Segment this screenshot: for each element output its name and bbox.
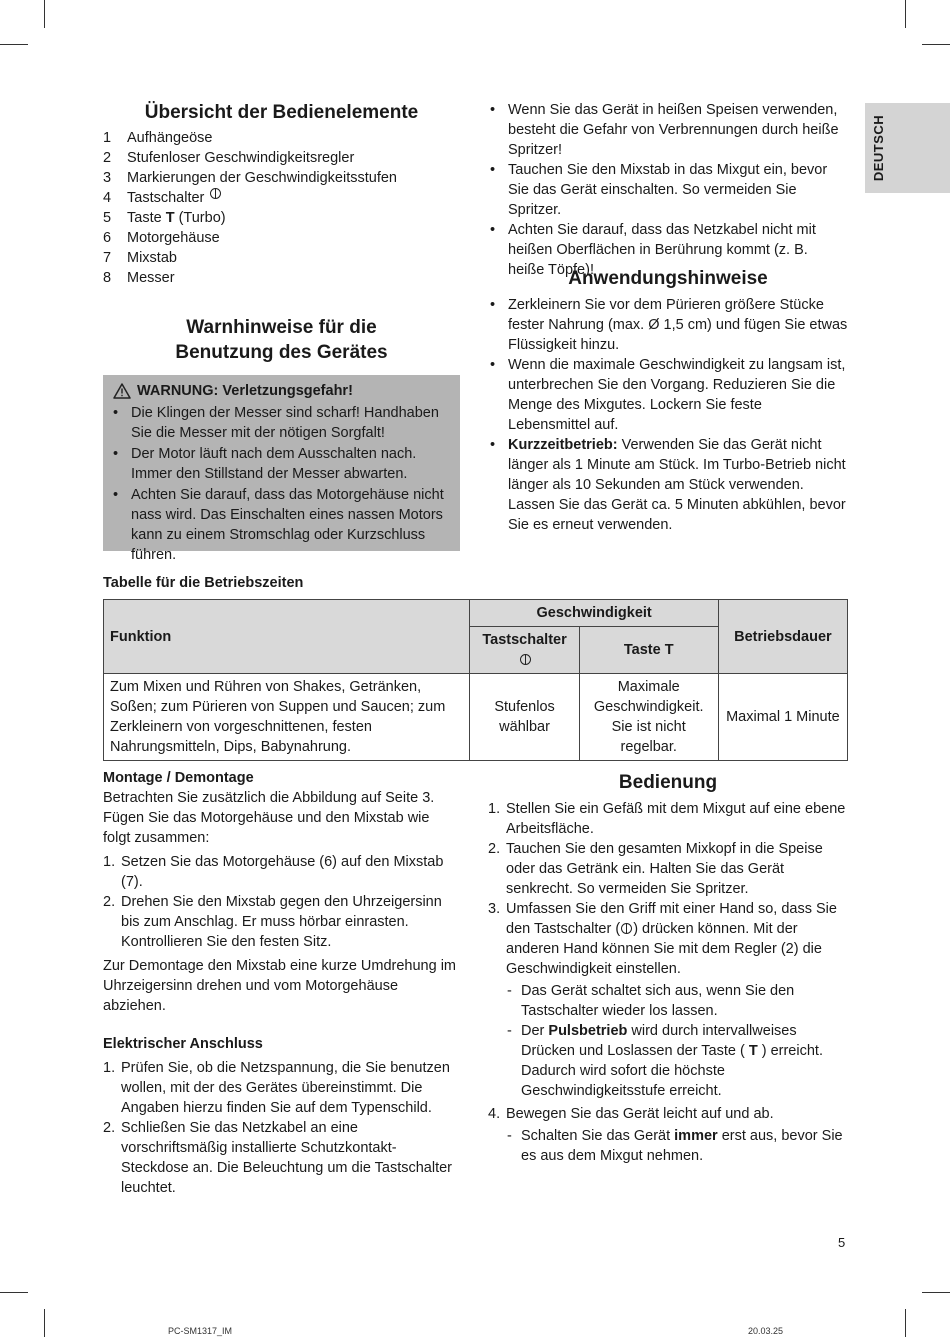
list-item: 5 Taste T (Turbo) <box>103 210 226 226</box>
footer-date: 20.03.25 <box>748 1326 784 1336</box>
power-icon <box>621 923 632 934</box>
table-header: Funktion <box>104 600 470 674</box>
list-item: - Der Pulsbetrieb wird durch intervallweises Drücken und Loslassen der Taste ( T ) erreicht. Dadurch wird sofort die höchste Geschwindigkeitsstufe erreicht. <box>506 1021 848 1101</box>
warning-list <box>111 403 452 565</box>
overview-title: Übersicht der Bedienelemente <box>144 102 419 123</box>
list-item: - Schalten Sie das Gerät immer erst aus, bevor Sie es aus dem Mixgut nehmen. <box>506 1126 848 1166</box>
crop-mark <box>0 1292 28 1293</box>
list-item: 2 Stufenloser Geschwindigkeitsregler <box>103 150 355 166</box>
table-header: Tastschalter <box>470 627 579 674</box>
list-item: • Wenn die maximale Geschwindigkeit zu langsam ist, unterbrechen Sie den Vorgang. Reduzieren Sie die Menge des Mixgutes. Lockern Sie feste Lebensmittel auf. <box>488 355 848 435</box>
list-item: 6 Motorgehäuse <box>103 230 220 246</box>
list-item: 3 Markierungen der Geschwindigkeitsstufen <box>103 170 397 186</box>
table-header: Betriebsdauer <box>718 600 847 674</box>
montage-outro: Zur Demontage den Mixstab eine kurze Umdrehung im Uhrzeigersinn drehen und vom Motorgehäuse abziehen. <box>103 958 456 1014</box>
operating-times-table <box>103 599 848 761</box>
list-item: 4 Tastschalter <box>103 188 460 208</box>
list-item: 7 Mixstab <box>103 250 177 266</box>
right-warnings <box>488 100 848 280</box>
list-item: • Achten Sie darauf, dass das Netzkabel nicht mit heißen Oberflächen in Berührung kommt (z. B. heiße Töpfe)! <box>488 220 848 280</box>
warnings-title: Warnhinweise für die Benutzung des Gerätes <box>175 317 388 363</box>
overview-list <box>103 128 460 288</box>
operation-section <box>488 770 848 1166</box>
warning-head: WARNUNG: Verletzungsgefahr! <box>111 381 452 401</box>
language-tab-label: DEUTSCH <box>871 114 886 182</box>
list-item: 1. Setzen Sie das Motorgehäuse (6) auf den Mixstab (7). <box>103 854 444 890</box>
operation-title: Bedienung <box>618 772 718 793</box>
power-icon <box>520 654 531 665</box>
montage-heading: Montage / Demontage <box>103 770 254 786</box>
list-item: 1. Prüfen Sie, ob die Netzspannung, die Sie benutzen wollen, mit der des Gerätes übereinstimmt. Die Angaben hierzu finden Sie auf dem Typenschild. <box>103 1060 450 1116</box>
list-item: • Die Klingen der Messer sind scharf! Handhaben Sie die Messer mit der nötigen Sorgfalt! <box>111 403 452 443</box>
list-item: 2. Drehen Sie den Mixstab gegen den Uhrzeigersinn bis zum Anschlag. Er muss hörbar einrasten. Kontrollieren Sie den festen Sitz. <box>103 894 442 950</box>
montage-section <box>103 768 460 1198</box>
crop-mark <box>905 1309 906 1337</box>
list-item: 4. Bewegen Sie das Gerät leicht auf und ab. - Schalten Sie das Gerät immer erst aus, bevor Sie es aus dem Mixgut nehmen. <box>488 1104 848 1166</box>
list-item: • Tauchen Sie den Mixstab in das Mixgut ein, bevor Sie das Gerät einschalten. So vermeiden Sie Spritzer. <box>488 160 848 220</box>
crop-mark <box>44 1309 45 1337</box>
table-row: Zum Mixen und Rühren von Shakes, Getränken, Soßen; zum Pürieren von Suppen und Saucen; zum Zerkleinern von vorgeschnittenen, festen Nahrungsmitteln, Dips, Babynahrung. Stufenlos wählbar Maximale Geschwindigkeit. Sie ist nicht regelbar. Maximal 1 Minute <box>104 674 848 761</box>
crop-mark <box>44 0 45 28</box>
list-item: • Zerkleinern Sie vor dem Pürieren größere Stücke fester Nahrung (max. Ø 1,5 cm) und fügen Sie etwas Flüssigkeit hinzu. <box>488 295 848 355</box>
list-item: 2. Tauchen Sie den gesamten Mixkopf in die Speise oder das Getränk ein. Halten Sie das Gerät senkrecht. So vermeiden Sie Spritzer. <box>488 841 823 897</box>
crop-mark <box>922 44 950 45</box>
usage-title: Anwendungshinweise <box>568 268 768 289</box>
list-item: - Das Gerät schaltet sich aus, wenn Sie den Tastschalter wieder los lassen. <box>506 981 848 1021</box>
page-number: 5 <box>838 1235 846 1250</box>
list-item: 2. Schließen Sie das Netzkabel an eine vorschriftsmäßig installierte Schutzkontakt-Steckdose an. Die Beleuchtung um die Tastschalter leuchtet. <box>103 1120 453 1196</box>
overview-section <box>103 100 460 288</box>
footer-doc-id: PC-SM1317_IM <box>168 1326 233 1336</box>
list-item: • Der Motor läuft nach dem Ausschalten nach. Immer den Stillstand der Messer abwarten. <box>111 444 452 484</box>
warning-triangle-icon <box>113 383 131 399</box>
language-tab <box>865 103 950 193</box>
usage-section <box>488 266 848 535</box>
list-item: 3. Umfassen Sie den Griff mit einer Hand so, dass Sie den Tastschalter ( ) drücken können. Mit der anderen Hand können Sie mit dem Regler (2) die Geschwindigkeit einstellen. - Das Gerät schaltet sich aus, wenn Sie den Tastschalter wieder los lassen. - Der Pulsbetrieb wird durch intervallweises Drücken und Loslassen der Taste ( T ) erreicht. Dadurch wird sofort die höchste Geschwindigkeitsstufe erreicht. <box>488 899 848 1101</box>
list-item: • Achten Sie darauf, dass das Motorgehäuse nicht nass wird. Das Einschalten eines nassen Motors kann zu einem Stromschlag oder Kurzschluss führen. <box>111 485 452 565</box>
list-item: 8 Messer <box>103 270 175 286</box>
power-icon <box>210 188 221 199</box>
table-caption: Tabelle für die Betriebszeiten <box>103 575 304 591</box>
table-header: Taste T <box>579 627 718 674</box>
electric-heading: Elektrischer Anschluss <box>103 1036 263 1052</box>
list-item: 1. Stellen Sie ein Gefäß mit dem Mixgut auf eine ebene Arbeitsfläche. <box>488 801 846 837</box>
list-item: • Kurzzeitbetrieb: Verwenden Sie das Gerät nicht länger als 1 Minute am Stück. Im Turbo-Betrieb nicht länger als 10 Sekunden am Stück verwenden. Lassen Sie das Gerät ca. 5 Minuten abkühlen, bevor Sie es erneut verwenden. <box>488 435 848 535</box>
montage-intro: Betrachten Sie zusätzlich die Abbildung auf Seite 3. Fügen Sie das Motorgehäuse und den Mixstab wie folgt zusammen: <box>103 790 435 846</box>
table-header: Geschwindigkeit <box>470 600 718 627</box>
crop-mark <box>905 0 906 28</box>
crop-mark <box>0 44 28 45</box>
warning-box <box>103 375 460 563</box>
crop-mark <box>922 1292 950 1293</box>
list-item: • Wenn Sie das Gerät in heißen Speisen verwenden, besteht die Gefahr von Verbrennungen durch heiße Spritzer! <box>488 100 848 160</box>
list-item: 1 Aufhängeöse <box>103 130 213 146</box>
